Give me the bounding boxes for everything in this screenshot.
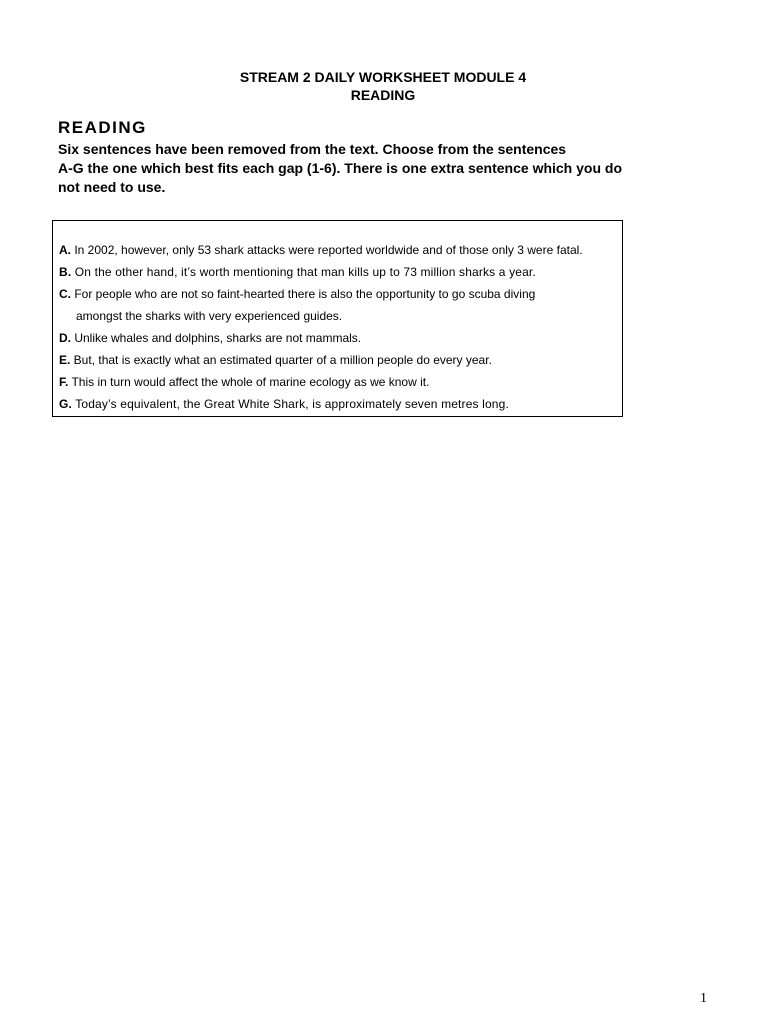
- option-text: This in turn would affect the whole of marine ecology as we know it.: [68, 375, 430, 389]
- option-text: For people who are not so faint-hearted there is also the opportunity to go scuba diving: [71, 287, 536, 301]
- option-text: In 2002, however, only 53 shark attacks were reported worldwide and of those only 3 were fatal.: [71, 243, 583, 257]
- instruction-line-2: A-G the one which best fits each gap (1-6). There is one extra sentence which you do: [58, 160, 623, 176]
- option-text: Today’s equivalent, the Great White Shark, is approximately seven metres long.: [71, 397, 509, 411]
- instructions: [58, 140, 658, 197]
- title-line-2: READING: [350, 87, 416, 103]
- option-b: [59, 265, 536, 279]
- title-line-1: STREAM 2 DAILY WORKSHEET MODULE 4: [239, 69, 527, 85]
- option-letter: G.: [59, 397, 72, 411]
- option-letter: A.: [59, 243, 71, 257]
- option-e: [59, 353, 492, 367]
- section-heading: READING: [58, 118, 147, 137]
- option-letter: D.: [59, 331, 71, 345]
- option-c: [59, 287, 535, 301]
- option-letter: E.: [59, 353, 71, 367]
- option-letter: F.: [59, 375, 69, 389]
- option-c-continued: [76, 309, 342, 323]
- option-g: [59, 397, 509, 411]
- instruction-line-1: Six sentences have been removed from the text. Choose from the sentences: [58, 141, 567, 157]
- worksheet-title: [0, 68, 766, 104]
- option-a: [59, 243, 583, 257]
- option-text: Unlike whales and dolphins, sharks are not mammals.: [71, 331, 362, 345]
- instruction-line-3: not need to use.: [58, 179, 166, 195]
- option-text: amongst the sharks with very experienced guides.: [76, 309, 343, 323]
- option-text: On the other hand, it’s worth mentioning that man kills up to 73 million sharks a year.: [71, 265, 536, 279]
- sentence-options-box: [52, 220, 623, 417]
- option-letter: C.: [59, 287, 71, 301]
- page-number: 1: [700, 991, 707, 1006]
- option-text: But, that is exactly what an estimated quarter of a million people do every year.: [70, 353, 492, 367]
- option-d: [59, 331, 361, 345]
- option-letter: B.: [59, 265, 72, 279]
- option-f: [59, 375, 429, 389]
